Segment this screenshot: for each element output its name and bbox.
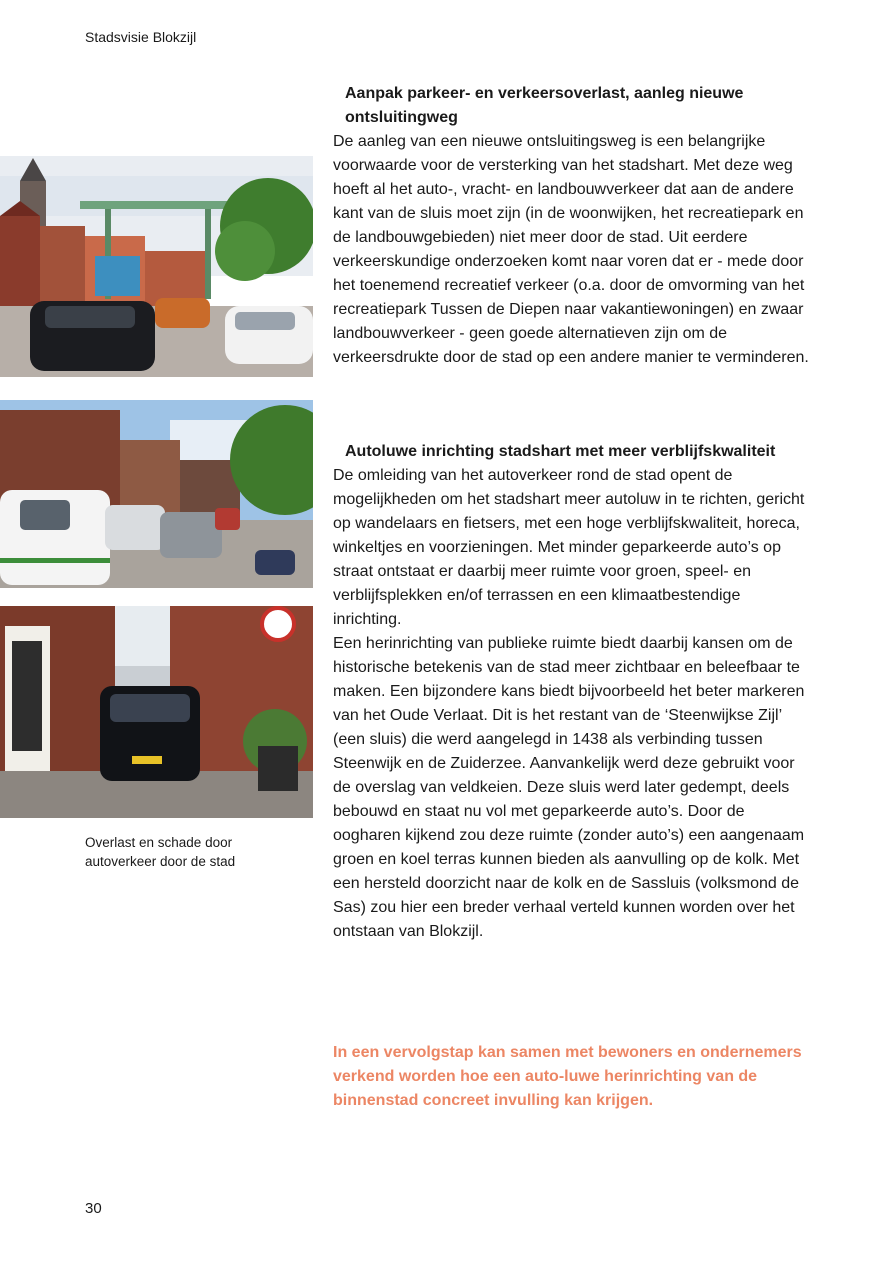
section1-body: De aanleg van een nieuwe ontsluitingsweg is een belangrijke voorwaarde voor de versterking van het stadshart. Met deze weg hoeft al het auto-, vracht- en landbouwverkeer dat aan de andere kant van de sluis moet zijn (in de woonwijken, het recreatiepark en de landbouwgebieden) niet meer door de stad. Uit eerdere verkeerskundige onderzoeken komt naar voren dat er - mede door het toenemend recreatief verkeer (o.a. door de omvorming van het recreatiepark Tussen de Diepen naar vakantiewoningen) en zwaar landbouwverkeer - geen goede alternatieven zijn om de verkeersdrukte door de stad op een andere manier te verminderen. <box>333 133 809 366</box>
section2-body-1: De omleiding van het autoverkeer rond de stad opent de mogelijkheden om het stadshart meer autoluw in te richten, gericht op wandelaars en fietsers, met een hoge verblijfskwaliteit, horeca, winkeltjes en voorzieningen. Met minder geparkeerde auto’s op straat ontstaat er daarbij meer ruimte voor groen, speel- en verblijfsplekken en/of terrassen en een klimaatbestendige inrichting. <box>333 467 805 628</box>
highlight-next-step: In een vervolgstap kan samen met bewoners en ondernemers verkend worden hoe een auto-luwe herinrichting van de binnenstad concreet invulling kan krijgen. <box>333 1044 802 1109</box>
photo-narrow-street-van <box>0 606 313 818</box>
section-car-free-center <box>333 440 813 944</box>
section1-heading: Aanpak parkeer- en verkeersoverlast, aanleg nieuwe ontsluitingweg <box>345 85 744 126</box>
photo-caption: Overlast en schade door autoverkeer door de stad <box>85 835 236 869</box>
photo-street-traffic <box>0 400 313 588</box>
section-parking-traffic <box>333 82 813 370</box>
page-header-title: Stadsvisie Blokzijl <box>85 29 197 45</box>
photo-bridge-parking <box>0 156 313 377</box>
page-number: 30 <box>85 1200 102 1217</box>
section2-heading: Autoluwe inrichting stadshart met meer verblijfskwaliteit <box>345 443 776 460</box>
section2-body-2: Een herinrichting van publieke ruimte biedt daarbij kansen om de historische betekenis van de stad meer zichtbaar en beleefbaar te maken. Een bijzondere kans biedt bijvoorbeeld het beter markeren van het Oude Verlaat. Dit is het restant van de ‘Steenwijkse Zijl’ (een sluis) die werd aangelegd in 1438 als verbinding tussen Steenwijk en de Zuiderzee. Aanvankelijk werd deze gebruikt voor de overslag van veldkeien. Deze sluis werd later gedempt, deels bebouwd en staat nu vol met geparkeerde auto’s. Door de oogharen kijkend zou deze ruimte (zonder auto’s) een aangenaam groen en koel terras kunnen bieden als aanvulling op de kolk. Met een hersteld doorzicht naar de kolk en de Sassluis (volksmond de Sas) zou hier een breder verhaal verteld kunnen worden over het ontstaan van Blokzijl. <box>333 635 805 940</box>
